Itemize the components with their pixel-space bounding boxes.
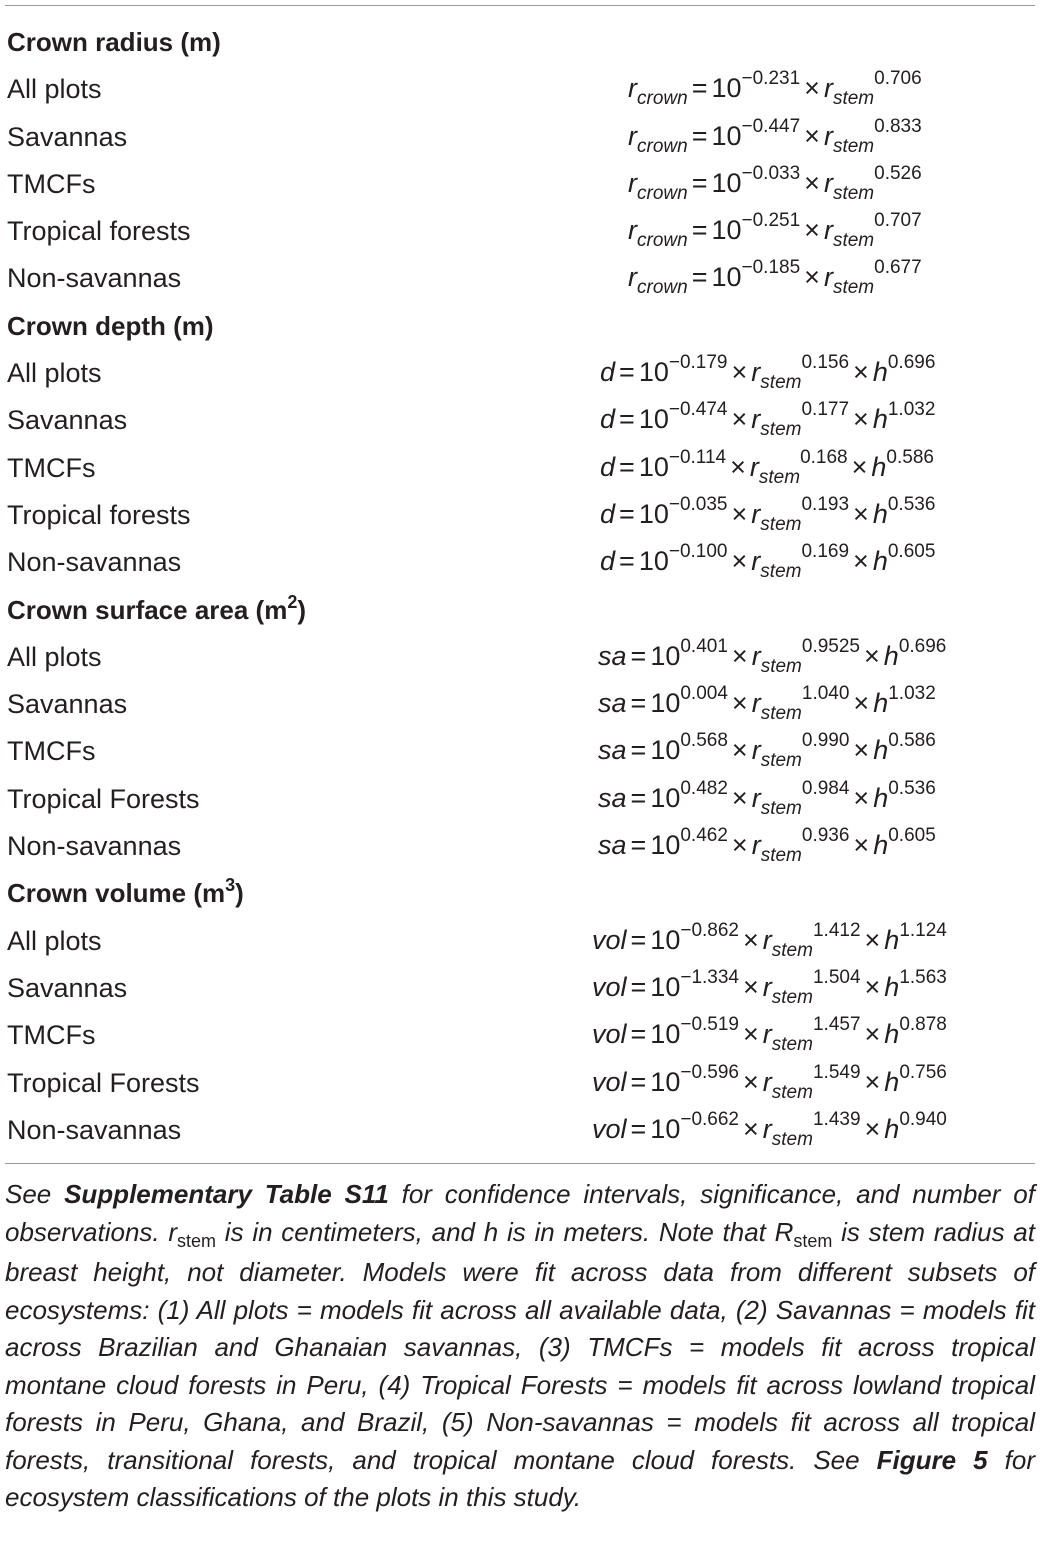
rstem-exponent: 1.504 [812,966,861,988]
rstem-exponent: 0.706 [874,68,922,90]
height-exponent: 0.940 [899,1108,947,1130]
section-title-close: ) [297,594,307,625]
footnote-text: for confidence intervals, significance, and number of observations. r [5,1179,1035,1247]
rstem-subscript: stem [832,182,875,204]
times-sign: × [853,357,869,388]
coefficient-base: 10 [711,73,742,104]
row-label: TMCFs [7,1020,96,1051]
equals-sign: = [630,1066,647,1097]
times-sign: × [853,498,869,529]
rstem-variable: r [749,451,759,482]
rstem-variable: r [751,404,761,435]
equation-variable: d [600,404,616,435]
height-exponent: 1.124 [899,919,947,941]
equals-sign: = [630,971,647,1002]
rstem-variable: r [762,924,772,955]
equation [600,446,934,488]
section-title-close: ) [235,878,244,909]
equation-variable: sa [598,640,627,671]
equals-sign: = [630,782,647,813]
height-exponent: 0.586 [888,730,936,752]
rstem-subscript: stem [760,750,802,772]
height-exponent: 0.536 [888,777,936,799]
height-variable: h [872,546,888,577]
coefficient-exponent: −0.231 [741,68,801,90]
height-variable: h [872,498,888,529]
equals-sign: = [619,498,635,529]
rstem-variable: r [762,1066,772,1097]
footnote-text: for ecosystem classifications of the plots in this study. [5,1444,1035,1512]
equation [598,635,947,677]
coefficient-base: 10 [650,640,681,671]
rstem-exponent: 0.193 [801,493,850,515]
times-sign: × [864,640,880,671]
equals-sign: = [630,830,647,861]
coefficient-exponent: −0.862 [680,919,739,941]
table-row [0,349,1041,396]
height-variable: h [884,1113,900,1144]
table-row [0,491,1041,538]
section-title [7,876,244,913]
rstem-exponent: 0.677 [874,257,922,279]
row-label: All plots [7,74,102,105]
rstem-subscript: stem [771,1081,813,1103]
equation-variable: r [628,215,637,246]
equation-variable: sa [598,688,627,719]
rstem-exponent: 1.040 [801,683,850,705]
coefficient-base: 10 [650,971,681,1002]
times-sign: × [853,546,869,577]
times-sign: × [743,1113,759,1144]
coefficient-exponent: 0.401 [680,635,728,657]
section-title-text: Crown volume (m [7,878,226,909]
equation [600,399,936,441]
times-sign: × [731,546,748,577]
equation [598,825,936,867]
footnote-text: is stem radius at breast height, not diameter. Models were fit across data from different subsets of ecosystems: (1) All plots = models fit across all available data, (2) Savannas = models fit across Brazilian and Ghanaian savannas, (3) TMCFs = models fit across tropical montane cloud forests in Peru, (4) Tropical Forests = models fit across lowland tropical forests in Peru, Ghana, and Brazil, (5) Non-savannas = models fit across all tropical forests, transitional forests, and tropical montane cloud forests. See [5,1216,1035,1475]
equation [628,162,922,204]
coefficient-exponent: 0.568 [680,730,728,752]
equals-sign: = [619,451,635,482]
height-exponent: 0.878 [899,1014,947,1036]
equation [592,1061,947,1103]
rstem-subscript: stem [760,372,802,394]
coefficient-exponent: −0.474 [668,399,728,421]
unit-exponent: 3 [225,875,236,896]
variable-subscript: crown [637,182,688,204]
equals-sign: = [619,546,635,577]
section-title-text: Crown radius (m) [7,27,221,57]
coefficient-base: 10 [650,1019,681,1050]
equals-sign: = [630,640,647,671]
footnote-subscript: stem [793,1230,833,1251]
row-label: Tropical forests [7,499,191,530]
equation-variable: d [600,357,616,388]
equation [600,493,936,535]
equation [598,683,936,725]
times-sign: × [804,167,820,198]
row-label: Non-savannas [7,1114,182,1145]
rstem-exponent: 0.177 [801,399,850,421]
rstem-exponent: 1.439 [812,1108,861,1130]
rstem-subscript: stem [760,419,802,441]
coefficient-base: 10 [711,167,742,198]
times-sign: × [743,924,759,955]
equals-sign: = [691,262,708,293]
rstem-variable: r [762,1113,772,1144]
row-label: TMCFs [7,736,96,767]
row-label: TMCFs [7,452,96,483]
row-label: Savannas [7,405,128,436]
rstem-variable: r [823,262,833,293]
height-variable: h [873,782,889,813]
table-row [0,917,1041,964]
equals-sign: = [691,215,708,246]
equals-sign: = [630,1113,647,1144]
coefficient-base: 10 [650,782,681,813]
section-title-text: Crown depth (m) [7,310,214,341]
times-sign: × [731,498,748,529]
times-sign: × [853,735,870,766]
coefficient-exponent: −0.114 [668,446,727,468]
height-exponent: 1.032 [888,683,936,705]
section-header-row [0,869,1041,916]
coefficient-base: 10 [650,830,681,861]
coefficient-base: 10 [638,546,669,577]
coefficient-exponent: −0.447 [741,115,801,137]
section-title [7,25,221,59]
equation-variable: vol [592,924,627,955]
rstem-variable: r [823,120,833,151]
table-row [0,254,1041,301]
rstem-variable: r [823,215,833,246]
coefficient-exponent: −0.596 [680,1061,739,1083]
footnote-text: is in centimeters, and h is in meters. Note that R [216,1216,794,1247]
rstem-variable: r [751,830,761,861]
table-row [0,633,1041,680]
rstem-variable: r [823,73,833,104]
times-sign: × [853,404,869,435]
equation-variable: r [628,120,637,151]
rstem-subscript: stem [758,466,801,488]
times-sign: × [731,782,748,813]
equations-table [0,18,1041,1153]
section-title-text: Crown surface area (m [7,594,288,625]
height-exponent: 0.696 [887,352,936,374]
height-exponent: 0.696 [898,635,947,657]
coefficient-base: 10 [638,498,669,529]
rstem-exponent: 1.549 [812,1061,861,1083]
times-sign: × [851,451,868,482]
coefficient-exponent: −0.185 [741,257,801,279]
rstem-subscript: stem [832,230,875,252]
coefficient-exponent: −0.033 [741,162,801,184]
equals-sign: = [630,688,647,719]
rstem-variable: r [751,782,761,813]
rstem-subscript: stem [771,1128,813,1150]
coefficient-exponent: −0.662 [680,1108,739,1130]
row-label: TMCFs [7,168,96,199]
equation-variable: d [600,546,616,577]
times-sign: × [804,73,820,104]
times-sign: × [731,404,748,435]
footnote-subscript: stem [177,1230,217,1251]
times-sign: × [743,1066,759,1097]
row-label: All plots [7,641,102,672]
height-exponent: 1.563 [899,966,947,988]
coefficient-base: 10 [638,451,669,482]
height-exponent: 0.586 [886,446,934,468]
times-sign: × [853,782,870,813]
height-variable: h [884,1066,900,1097]
section-title [7,309,214,343]
section-title [7,593,306,630]
coefficient-base: 10 [650,924,681,955]
height-variable: h [873,688,889,719]
times-sign: × [864,971,881,1002]
equals-sign: = [691,167,708,198]
row-label: Non-savannas [7,547,182,578]
section-header-row [0,586,1041,633]
variable-subscript: crown [637,277,688,299]
coefficient-exponent: 0.462 [680,825,728,847]
times-sign: × [731,640,748,671]
coefficient-base: 10 [650,1113,681,1144]
equation-variable: vol [592,1066,627,1097]
times-sign: × [743,1019,759,1050]
equation [628,257,922,299]
coefficient-exponent: −0.519 [680,1014,739,1036]
height-exponent: 0.756 [899,1061,947,1083]
height-variable: h [871,451,887,482]
coefficient-exponent: −1.334 [680,966,739,988]
row-label: Savannas [7,121,128,152]
section-header-row [0,18,1041,65]
coefficient-exponent: −0.179 [668,352,728,374]
table-row [0,160,1041,207]
rstem-subscript: stem [760,561,802,583]
row-label: Savannas [7,972,128,1003]
table-row [0,1059,1041,1106]
times-sign: × [864,1019,881,1050]
coefficient-base: 10 [638,357,669,388]
rstem-subscript: stem [832,277,875,299]
supplementary-table-link[interactable]: Supplementary Table S11 [64,1179,389,1209]
equation-variable: r [628,167,637,198]
rstem-subscript: stem [771,1034,813,1056]
coefficient-exponent: −0.251 [741,210,801,232]
table-row [0,538,1041,585]
rstem-variable: r [751,546,761,577]
times-sign: × [804,120,820,151]
table-row [0,822,1041,869]
times-sign: × [804,215,820,246]
rstem-exponent: 0.833 [874,115,922,137]
row-label: Tropical Forests [7,783,200,814]
rstem-exponent: 0.707 [874,210,922,232]
times-sign: × [731,830,748,861]
height-variable: h [883,640,899,671]
height-variable: h [873,830,889,861]
rstem-subscript: stem [760,703,802,725]
rstem-exponent: 0.156 [801,352,850,374]
rstem-exponent: 1.457 [812,1014,861,1036]
rstem-exponent: 0.526 [874,162,922,184]
equation-variable: sa [598,735,627,766]
times-sign: × [731,688,748,719]
table-row [0,207,1041,254]
times-sign: × [731,735,748,766]
rstem-exponent: 0.984 [801,777,850,799]
rstem-exponent: 0.936 [801,825,850,847]
table-row [0,775,1041,822]
coefficient-base: 10 [711,120,742,151]
unit-exponent: 2 [287,591,298,612]
coefficient-exponent: 0.482 [680,777,728,799]
times-sign: × [730,451,746,482]
times-sign: × [853,830,870,861]
equation [628,115,922,157]
rstem-exponent: 0.9525 [801,635,860,657]
equation-variable: sa [598,782,627,813]
equation [600,541,936,583]
rstem-subscript: stem [771,939,813,961]
equation-variable: vol [592,1019,627,1050]
rstem-exponent: 0.168 [800,446,848,468]
equation-variable: d [600,498,616,529]
equals-sign: = [691,73,708,104]
rstem-subscript: stem [760,513,802,535]
equals-sign: = [630,924,647,955]
figure-link[interactable]: Figure 5 [876,1444,988,1475]
rstem-exponent: 0.169 [801,541,850,563]
equation-variable: sa [598,830,627,861]
height-exponent: 0.605 [887,541,936,563]
equation [592,919,947,961]
equation-variable: r [628,73,637,104]
equation [592,1108,947,1150]
table-footnote-rule [5,1163,1035,1164]
table-top-rule [5,5,1035,6]
rstem-subscript: stem [832,88,875,110]
height-variable: h [873,735,889,766]
equation [628,210,922,252]
row-label: Tropical forests [7,216,191,247]
height-variable: h [872,357,888,388]
variable-subscript: crown [637,135,688,157]
section-header-row [0,302,1041,349]
equation-variable: r [628,262,637,293]
times-sign: × [853,688,870,719]
equals-sign: = [630,735,647,766]
equation-variable: vol [592,1113,627,1144]
row-label: Tropical Forests [7,1067,200,1098]
height-variable: h [884,1019,900,1050]
coefficient-base: 10 [650,735,681,766]
table-row [0,444,1041,491]
times-sign: × [864,1066,881,1097]
row-label: Non-savannas [7,831,182,862]
equals-sign: = [630,1019,647,1050]
equation [598,730,936,772]
times-sign: × [804,262,820,293]
times-sign: × [864,1113,881,1144]
rstem-variable: r [751,498,761,529]
rstem-variable: r [762,1019,772,1050]
rstem-variable: r [751,357,761,388]
table-row [0,680,1041,727]
footnote-text: See [5,1179,65,1209]
coefficient-base: 10 [638,404,669,435]
variable-subscript: crown [637,88,688,110]
table-row [0,1106,1041,1153]
rstem-variable: r [751,688,761,719]
coefficient-base: 10 [650,688,681,719]
coefficient-exponent: 0.004 [680,683,728,705]
equation-variable: d [600,451,616,482]
table-row [0,727,1041,774]
coefficient-base: 10 [711,262,742,293]
variable-subscript: crown [637,230,688,252]
rstem-variable: r [823,167,833,198]
rstem-variable: r [762,971,772,1002]
times-sign: × [743,971,759,1002]
table-row [0,396,1041,443]
rstem-subscript: stem [760,845,802,867]
rstem-subscript: stem [832,135,875,157]
height-variable: h [872,404,888,435]
table-row [0,964,1041,1011]
row-label: Non-savannas [7,263,182,294]
height-exponent: 1.032 [887,399,936,421]
equation [592,1014,947,1056]
rstem-subscript: stem [760,655,802,677]
equation [598,777,936,819]
equation [628,68,922,110]
row-label: All plots [7,925,102,956]
rstem-variable: r [751,640,761,671]
rstem-variable: r [751,735,761,766]
row-label: Savannas [7,689,128,720]
equals-sign: = [619,404,635,435]
equals-sign: = [691,120,708,151]
times-sign: × [731,357,748,388]
equation [592,966,947,1008]
equals-sign: = [619,357,635,388]
coefficient-base: 10 [711,215,742,246]
coefficient-base: 10 [650,1066,681,1097]
table-row [0,1011,1041,1058]
table-row [0,113,1041,160]
height-exponent: 0.605 [888,825,936,847]
rstem-exponent: 0.990 [801,730,850,752]
table-footnote [5,1176,1035,1517]
rstem-subscript: stem [760,797,802,819]
rstem-subscript: stem [771,986,813,1008]
height-exponent: 0.536 [887,493,936,515]
height-variable: h [884,924,900,955]
row-label: All plots [7,358,102,389]
equation [600,352,936,394]
height-variable: h [884,971,900,1002]
rstem-exponent: 1.412 [812,919,861,941]
equation-variable: vol [592,971,627,1002]
table-row [0,65,1041,112]
coefficient-exponent: −0.100 [668,541,728,563]
coefficient-exponent: −0.035 [668,493,728,515]
times-sign: × [864,924,881,955]
